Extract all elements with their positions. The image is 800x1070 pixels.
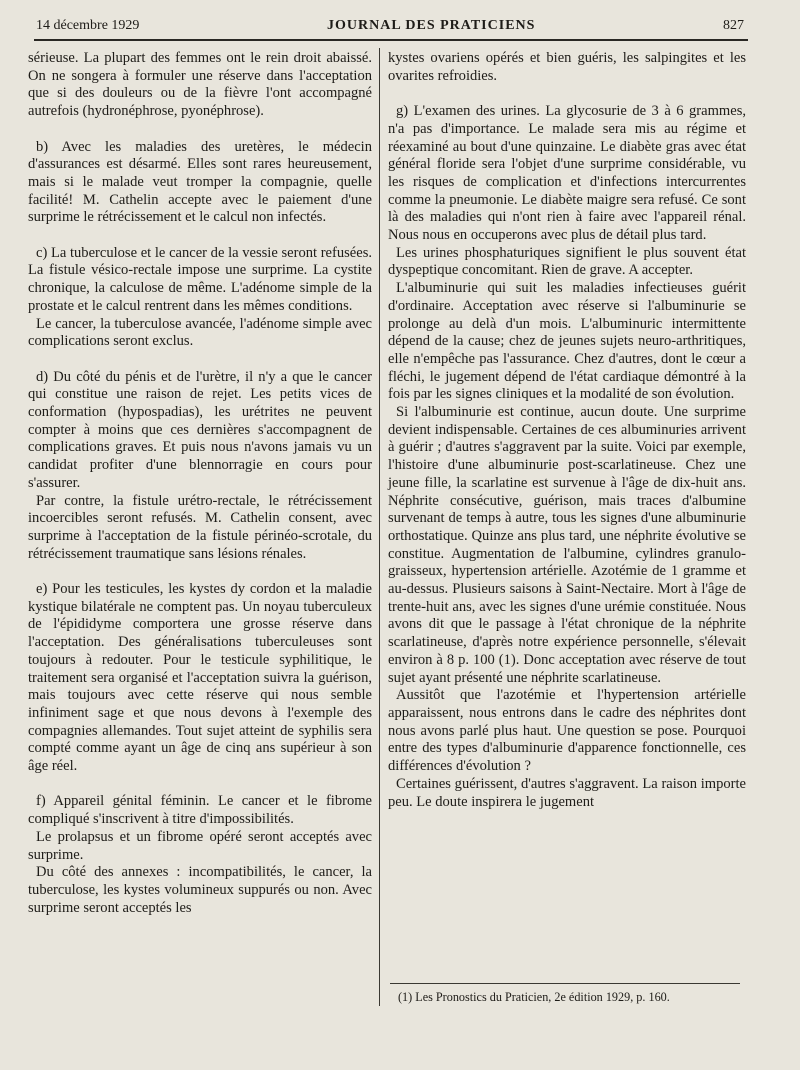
paragraph: Par contre, la fistule urétro-rectale, le rétrécissement incoercibles seront refusés. M. Cathelin consent, avec surprime à l'acceptation de la fistule périnéo-scrotale, du rétrécissement traumatique sans lésions rénales. [28,492,372,562]
footnote-rule [390,983,740,984]
paragraph: Les urines phosphaturiques signifient le plus souvent état dyspeptique concomitant. Rien de grave. A accepter. [388,244,746,279]
page-header [36,18,744,38]
footnote: (1) Les Pronostics du Praticien, 2e édition 1929, p. 160. [398,990,670,1004]
paragraph: Le prolapsus et un fibrome opéré seront acceptés avec surprime. [28,828,372,863]
issue-date: 14 décembre 1929 [36,18,140,33]
paragraph: d) Du côté du pénis et de l'urètre, il n'y a que le cancer qui constitue une raison de rejet. Les petits vices de conformation (hypospadias), les urétrites ne peuvent compter à moins que ces dernières s'accompagnent de complications graves. Et puis nous n'avons jamais vu un candidat profiter d'une blennorragie en cours pour s'assurer. [28,368,372,491]
paragraph: sérieuse. La plupart des femmes ont le rein droit abaissé. On ne songera à formuler une réserve dans l'acceptation que si des douleurs ou de la fièvre l'ont accompagné autrefois (hydronéphrose, pyonéphrose). [28,50,372,120]
paragraph: Si l'albuminurie est continue, aucun doute. Une surprime devient indispensable. Certaines de ces albuminuries arrivent à guérir ; d'autres s'aggravent par la suite. Voici par exemple, l'histoire d'une albuminurie post-scarlatineuse. Chez une jeune fille, la scarlatine est survenue à l'âge de dix-huit ans. Néphrite consécutive, guérison, mais traces d'albumine survenant de temps à autre, tous les signes d'une albuminurie orthostatique. Quinze ans plus tard, une néphrite évolutive se constitue. Augmentation de l'albumine, cylindres granulo-graisseux, hypertension artérielle. Azotémie de 1 gramme et au-dessus. Plusieurs saisons à Saint-Nectaire. Mort à l'âge de trente-huit ans, avec les signes d'une urémie constituée. Nous avons dit que le passage à l'état chronique de la néphrite scarlatineuse, d'après notre expérience personnelle, s'élevait environ à 8 p. 100 (1). Donc acceptation avec réserve de tout sujet ayant présenté une néphrite scarlatineuse. [388,404,746,686]
journal-title: JOURNAL DES PRATICIENS [326,18,536,33]
paragraph: b) Avec les maladies des uretères, le médecin d'assurances est désarmé. Elles sont rares heureusement, mais si le malade veut tromper la compagnie, quelle facilité! M. Cathelin accepte avec le paiement d'une surprime le rétrécissement et le calcul non infectés. [28,138,372,226]
right-column [388,50,746,811]
paragraph: f) Appareil génital féminin. Le cancer et le fibrome compliqué s'inscrivent à titre d'impossibilités. [28,793,372,828]
header-rule [34,39,748,41]
paragraph: c) La tuberculose et le cancer de la vessie seront refusées. La fistule vésico-rectale impose une surprime. La cystite chronique, la calculose de même. L'adénome simple de la prostate et le calcul rentrent dans les mêmes conditions. [28,244,372,314]
column-divider [379,48,380,1006]
paragraph: Du côté des annexes : incompatibilités, le cancer, la tuberculose, les kystes volumineux suppurés ou non. Avec surprime seront acceptés les [28,864,372,916]
page-number: 827 [723,18,744,33]
paragraph: e) Pour les testicules, les kystes dy cordon et la maladie kystique bilatérale ne comptent pas. Un noyau tuberculeux de l'épididyme comportera une grosse réserve dans l'acceptation. Des généralisations tuberculeuses sont toujours à redouter. Pour le testicule syphilitique, le traitement sera organisé et l'acceptation suivra la guérison, mais toujours avec cette réserve qui nous semble infiniment sage et que nous devons à l'exemple des compagnies allemandes. Tout sujet atteint de syphilis sera compté comme ayant un âge de cinq ans supérieur à son âge réel. [28,581,372,775]
paragraph: Aussitôt que l'azotémie et l'hypertension artérielle apparaissent, nous entrons dans le cadre des néphrites dont nous avons parlé plus haut. Une question se pose. Pourquoi entre des types d'albuminurie d'apparence fonctionnelle, ces différences d'évolution ? [388,687,746,775]
paragraph: L'albuminurie qui suit les maladies infectieuses guérit d'ordinaire. Acceptation avec réserve si l'albuminurie se prolonge au delà d'un mois. L'albuminuric intermittente dépend de la cause; chez de jeunes sujets neuro-arthritiques, elle n'empêche pas l'assurance. Chez d'autres, dont le cœur a fléchi, le jugement dépend de l'état cardiaque démontré à la fois par les signes cliniques et la modalité de son évolution. [388,280,746,403]
paragraph: Le cancer, la tuberculose avancée, l'adénome simple avec complications seront exclus. [28,315,372,350]
paragraph: g) L'examen des urines. La glycosurie de 3 à 6 grammes, n'a pas d'importance. Le malade sera mis au régime et réexaminé au bout d'une quinzaine. Le diabète gras avec état général floride sera l'objet d'une surprime considérable, vu les risques de complication et d'infections intercurrentes comme la pneumonie. Le diabète maigre sera refusé. Ce sont là des maladies qui n'ont rien à faire avec l'appareil rénal. Nous nous en occuperons avec plus de détail plus tard. [388,103,746,244]
paragraph: kystes ovariens opérés et bien guéris, les salpingites et les ovarites refroidies. [388,50,746,84]
left-column [28,50,372,917]
paragraph: Certaines guérissent, d'autres s'aggravent. La raison importe peu. Le doute inspirera le jugement [388,775,746,810]
